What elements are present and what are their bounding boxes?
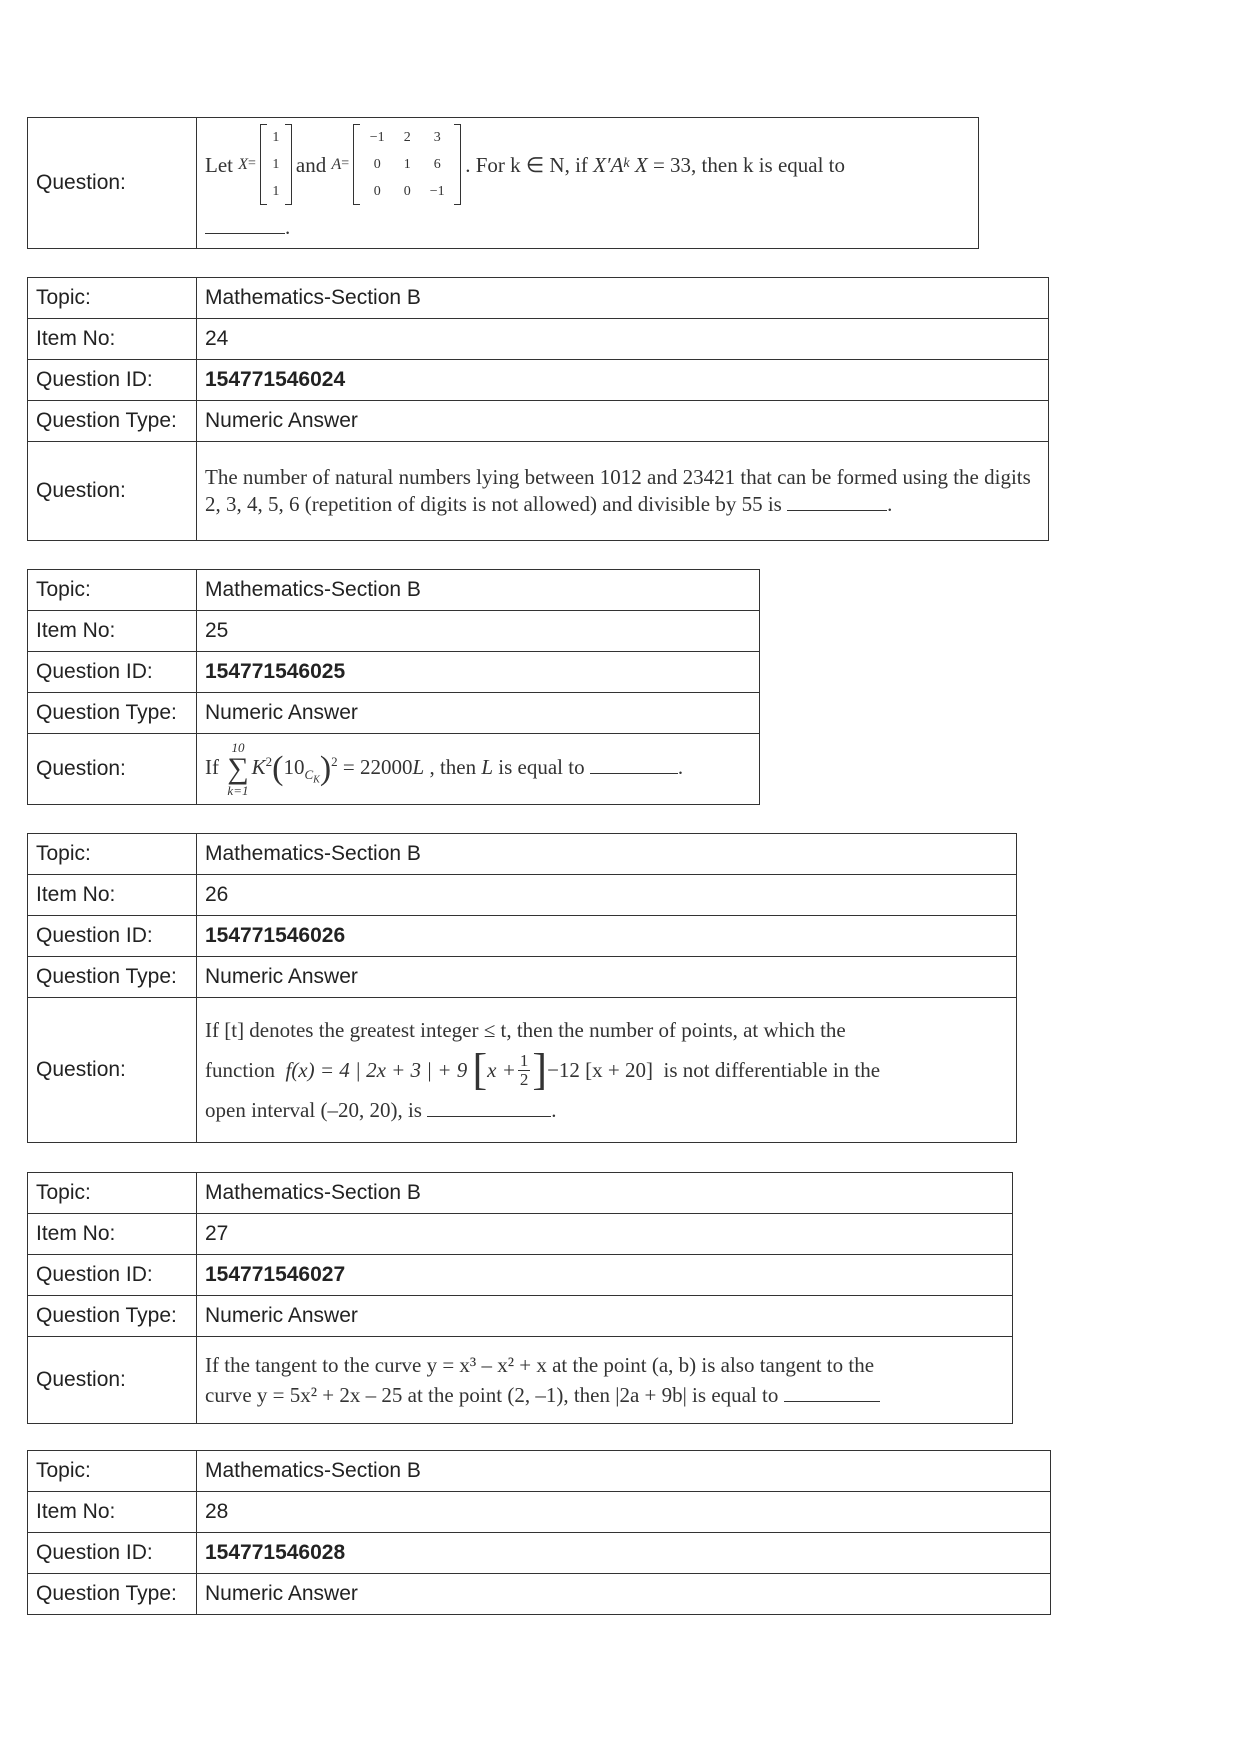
sum-lower-limit: k=1 [227,783,249,798]
topic-value: Mathematics-Section B [197,1451,1051,1492]
matrix-cell: −1 [429,184,445,200]
question-id-value: 154771546024 [197,360,1049,401]
item-28-table [27,1450,1051,1615]
answer-blank [427,1098,551,1117]
table-row [28,693,760,734]
table-row [28,1296,1013,1337]
question-type-value: Numeric Answer [197,693,760,734]
item-24-table [27,277,1049,541]
topic-value: Mathematics-Section B [197,1173,1013,1214]
end-period: . [285,215,291,240]
tail-text: , then [429,754,477,779]
table-row [28,734,760,805]
topic-value: Mathematics-Section B [197,278,1049,319]
table-row [28,278,1049,319]
matrix-cell: 6 [433,157,441,173]
topic-label: Topic: [28,834,197,875]
item-no-value: 27 [197,1214,1013,1255]
table-row [28,652,760,693]
question-26-line-1: If [t] denotes the greatest integer ≤ t, then the number of points, at which the [205,1017,846,1042]
binom-sub2: K [313,774,320,786]
function-lhs: f(x) = 4 | 2x + 3 | + 9 [285,1057,468,1082]
matrix-cell: 0 [373,184,381,200]
item-no-value: 24 [197,319,1049,360]
matrix-cell: 1 [403,157,411,173]
question-id-value: 154771546026 [197,916,1017,957]
binom-sub: C [304,767,314,782]
rhs-value: = 22000 [342,754,413,779]
table-row [28,1337,1013,1424]
question-26-line-3: open interval (–20, 20), is [205,1098,422,1122]
question-id-label: Question ID: [28,652,197,693]
a-matrix [353,124,461,205]
question-25-text: If 10 ∑ k=1 $K^2(10_{C_K})^2 = 22000L$ , then L is equal to . [197,734,760,805]
table-row [28,442,1049,541]
table-row [28,834,1017,875]
power-exponent: k [623,156,630,172]
let-word: Let [205,152,233,177]
question-26-line-2-tail: is not differentiable in the [663,1057,881,1082]
topic-label: Topic: [28,1173,197,1214]
table-row [28,1451,1051,1492]
table-row [28,998,1017,1143]
answer-blank [205,215,285,234]
question-type-label: Question Type: [28,1296,197,1337]
matrix-cell: 0 [403,184,411,200]
item-no-label: Item No: [28,1214,197,1255]
topic-value: Mathematics-Section B [197,834,1017,875]
if-word: If [205,754,219,779]
power-base: X′A [593,152,624,177]
question-label: Question: [28,998,197,1143]
question-id-value: 154771546027 [197,1255,1013,1296]
tail-text-2: is equal to [498,754,585,779]
topic-label: Topic: [28,1451,197,1492]
table-row [28,401,1049,442]
table-row [28,1574,1051,1615]
fraction-numerator: 1 [519,1051,529,1070]
end-period: . [887,492,893,516]
tail-variable: L [481,754,494,779]
term-variable: K [251,754,266,779]
x-vector-cell: 1 [272,130,280,146]
question-id-value: 154771546028 [197,1533,1051,1574]
outer-exponent: 2 [331,753,338,769]
binom-base: 10 [283,754,305,779]
question-23-text [197,118,979,249]
x-vector [260,124,292,205]
question-id-label: Question ID: [28,1255,197,1296]
table-row [28,1214,1013,1255]
question-label: Question: [28,1337,197,1424]
matrix-cell: −1 [369,130,385,146]
bracket-expression: x + [487,1057,516,1082]
table-row [28,916,1017,957]
question-label: Question: [28,118,197,249]
question-text [197,442,1049,541]
term-exponent: 2 [265,753,273,769]
question-type-label: Question Type: [28,1574,197,1615]
matrix-cell: 3 [433,130,441,146]
table-row [28,957,1017,998]
item-25-table [27,569,760,805]
equals-sign: = [248,156,256,172]
table-row [28,875,1017,916]
question-type-label: Question Type: [28,693,197,734]
table-row [28,611,760,652]
question-27-text [197,1337,1013,1424]
matrix-cell: 0 [373,157,381,173]
question-id-label: Question ID: [28,360,197,401]
question-type-label: Question Type: [28,957,197,998]
item-no-label: Item No: [28,319,197,360]
item-no-label: Item No: [28,1492,197,1533]
question-label: Question: [28,734,197,805]
item-no-label: Item No: [28,611,197,652]
fraction [518,1052,531,1088]
question-id-label: Question ID: [28,916,197,957]
sum-symbol: ∑ [227,752,249,785]
function-word: function [205,1057,275,1082]
sum-upper-limit: 10 [231,740,245,755]
answer-blank [787,492,887,511]
table-row [28,1255,1013,1296]
question-id-label: Question ID: [28,1533,197,1574]
topic-label: Topic: [28,278,197,319]
item-27-table [27,1172,1013,1424]
power-tail: X [634,152,648,177]
table-row [28,1173,1013,1214]
answer-blank [784,1383,880,1402]
question-type-value: Numeric Answer [197,1574,1051,1615]
question-id-value: 154771546025 [197,652,760,693]
question-24-text: The number of natural numbers lying between 1012 and 23421 that can be formed using the digits 2, 3, 4, 5, 6 (repetition of digits is not allowed) and divisible by 55 is [205,464,1031,516]
topic-label: Topic: [28,570,197,611]
question-26-text: If [t] denotes the greatest integer ≤ t, then the number of points, at which the function f(x) = 4 | 2x + 3 | + 9 [ x + $\frac{1}{2}$ ] −12 [x + 20] is not differentiable in the open interval (–20, 20), is . [197,998,1017,1143]
table-row [28,1533,1051,1574]
x-vector-cell: 1 [272,157,280,173]
and-word: and [295,152,327,177]
condition-result: = 33, then k is equal to [652,152,846,177]
item-no-label: Item No: [28,875,197,916]
question-27-line-1: If the tangent to the curve y = x³ – x² + x at the point (a, b) is also tangent to the [205,1352,875,1377]
table-row [28,570,760,611]
item-26-table [27,833,1017,1143]
question-type-value: Numeric Answer [197,1296,1013,1337]
matrix-cell: 2 [403,130,411,146]
fraction-denominator: 2 [519,1070,529,1089]
condition-text: . For k ∈ N, if [465,152,588,177]
table-row [28,319,1049,360]
item-no-value: 25 [197,611,760,652]
question-label: Question: [28,442,197,541]
question-23-table [27,117,979,249]
rhs-variable: L [412,754,425,779]
table-row [28,360,1049,401]
question-type-label: Question Type: [28,401,197,442]
end-period: . [677,754,684,779]
x-vector-cell: 1 [272,184,280,200]
summation [227,741,248,797]
question-27-line-2: curve y = 5x² + 2x – 25 at the point (2, –1), then |2a + 9b| is equal to [205,1383,779,1407]
question-type-value: Numeric Answer [197,401,1049,442]
end-period: . [551,1098,557,1122]
function-rhs: −12 [x + 20] [547,1057,654,1082]
a-variable: A [331,156,342,174]
question-type-value: Numeric Answer [197,957,1017,998]
equals-sign: = [341,156,350,172]
topic-value: Mathematics-Section B [197,570,760,611]
x-variable: X [238,156,249,174]
answer-blank [590,755,678,774]
item-no-value: 28 [197,1492,1051,1533]
table-row [28,1492,1051,1533]
item-no-value: 26 [197,875,1017,916]
